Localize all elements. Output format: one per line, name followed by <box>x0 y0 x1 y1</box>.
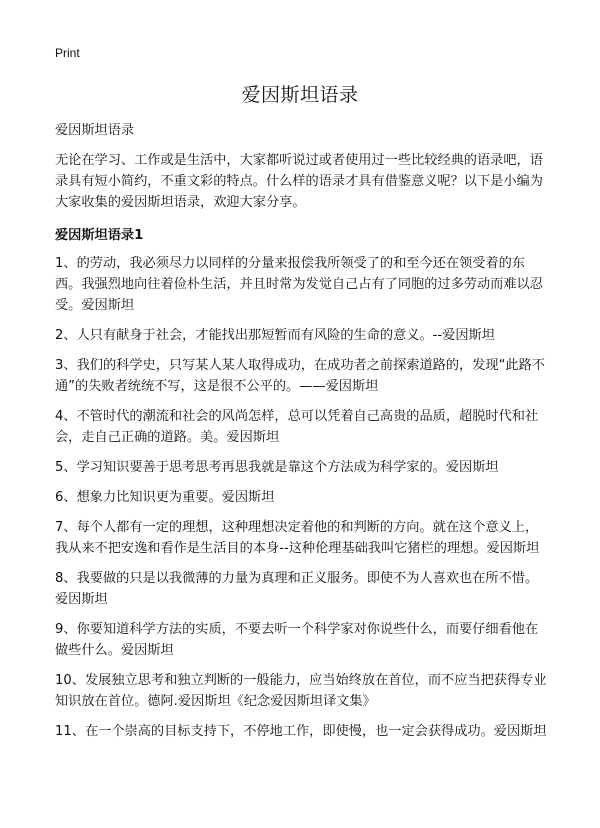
document-subtitle: 爱因斯坦语录 <box>55 123 135 138</box>
quote-item: 10、发展独立思考和独立判断的一般能力，应当始终放在首位，而不应当把获得专业知识放在首位。德阿.爱因斯坦《纪念爱因斯坦译文集》 <box>55 673 547 709</box>
quote-item: 4、不管时代的潮流和社会的风尚怎样，总可以凭着自己高贵的品质，超脱时代和社会，走自己正确的道路。美。爱因斯坦 <box>55 409 539 445</box>
page-title: 爱因斯坦语录 <box>241 84 359 106</box>
quote-item: 9、你要知道科学方法的实质，不要去听一个科学家对你说些什么，而要仔细看他在做些什么。爱因斯坦 <box>55 622 539 658</box>
document-body <box>55 120 550 751</box>
quote-item: 3、我们的科学史，只写某人某人取得成功，在成功者之前探索道路的，发现“此路不通”的失败者统统不写，这是很不公平的。——爱因斯坦 <box>55 358 545 394</box>
quote-item: 7、每个人都有一定的理想，这种理想决定着他的和判断的方向。就在这个意义上，我从来不把安逸和看作是生活目的本身--这种伦理基础我叫它猪栏的理想。爱因斯坦 <box>55 520 540 556</box>
section-heading: 爱因斯坦语录1 <box>55 228 144 243</box>
quote-item: 8、我要做的只是以我微薄的力量为真理和正义服务。即使不为人喜欢也在所不惜。爱因斯坦 <box>55 571 539 607</box>
quote-item: 5、学习知识要善于思考思考再思我就是靠这个方法成为科学家的。爱因斯坦 <box>55 460 499 475</box>
intro-paragraph: 无论在学习、工作或是生活中，大家都听说过或者使用过一些比较经典的语录吧，语录具有短小简约，不重文彩的特点。什么样的语录才具有借鉴意义呢？以下是小编为大家收集的爱因斯坦语录，欢迎大家分享。 <box>55 153 543 210</box>
print-link[interactable]: Print <box>55 46 80 60</box>
quote-item: 6、想象力比知识更为重要。爱因斯坦 <box>55 490 275 505</box>
quote-item: 2、人只有献身于社会，才能找出那短暂而有风险的生命的意义。--爱因斯坦 <box>55 328 495 343</box>
quote-item: 1、的劳动，我必须尽力以同样的分量来报偿我所领受了的和至今还在领受着的东西。我强烈地向往着俭朴生活，并且时常为发觉自己占有了同胞的过多劳动而难以忍受。爱因斯坦 <box>55 256 543 313</box>
quote-item: 11、在一个崇高的目标支持下，不停地工作，即使慢，也一定会获得成功。爱因斯坦 <box>55 724 547 739</box>
